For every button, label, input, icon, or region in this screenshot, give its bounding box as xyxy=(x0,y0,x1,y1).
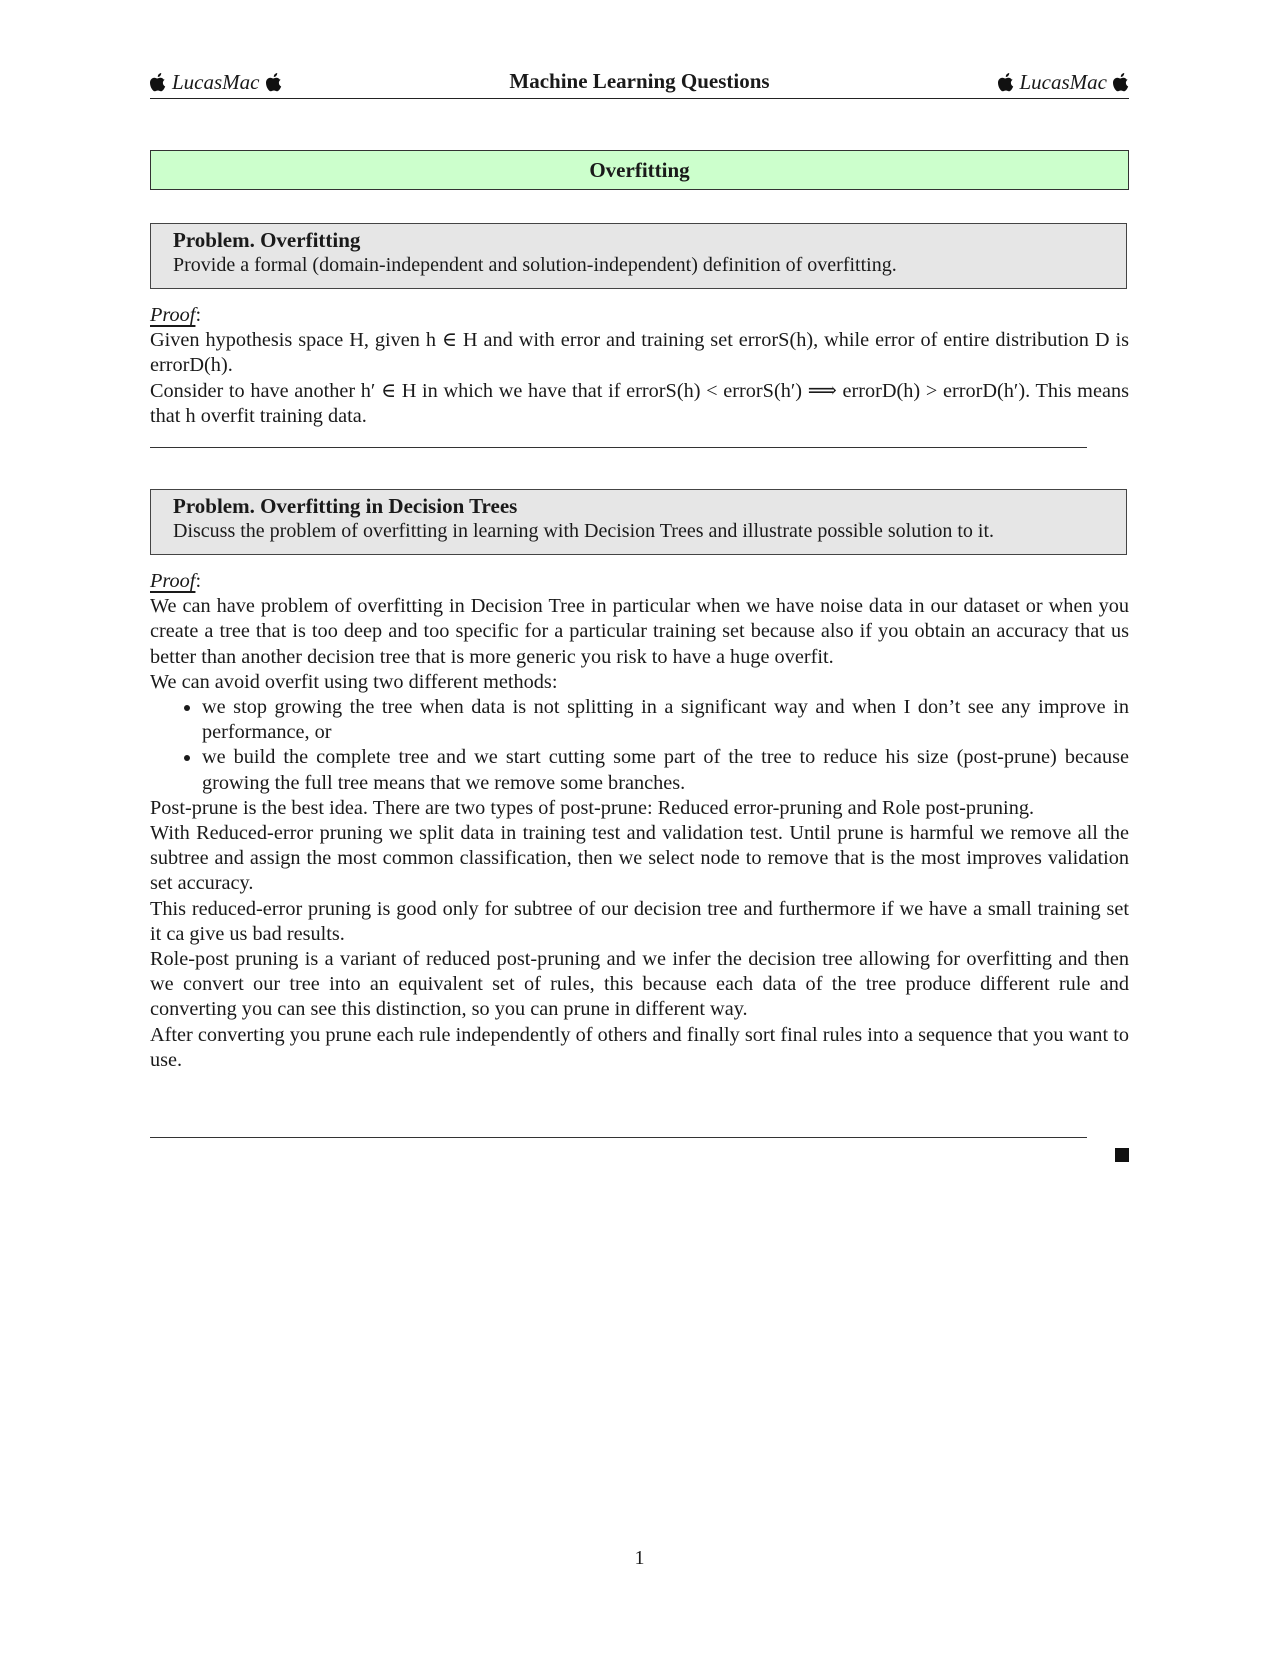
document-page xyxy=(150,0,1129,1656)
proof-divider xyxy=(150,447,1087,448)
proof-paragraph: We can avoid overfit using two different methods: xyxy=(150,670,558,693)
proof-paragraph: We can have problem of overfitting in Decision Tree in particular when we have noise data in our dataset or when you create a tree that is too deep and too specific for a particular training set because also if you obtain an accuracy that us better than another decision tree that is more generic you risk to have a huge overfit. xyxy=(150,595,1129,668)
header-left-label: LucasMac xyxy=(172,70,260,94)
proof-divider xyxy=(150,1137,1087,1138)
page-number: 1 xyxy=(634,1547,645,1569)
header-title: Machine Learning Questions xyxy=(509,69,770,93)
apple-icon xyxy=(1113,73,1129,92)
proof-line-2: Consider to have another h′ ∈ H in which we have that if errorS(h) < errorS(h′) ⟹ errorD(h) > errorD(h′). This means that h overfit training data. xyxy=(150,379,1129,427)
problem-statement: Provide a formal (domain-independent and solution-independent) definition of overfitting. xyxy=(173,254,897,276)
problem-statement: Discuss the problem of overfitting in learning with Decision Trees and illustrate possible solution to it. xyxy=(173,520,995,542)
header-right xyxy=(998,70,1130,95)
section-banner: Overfitting xyxy=(150,150,1129,190)
methods-list xyxy=(150,695,1129,796)
proof-line-1: Given hypothesis space H, given h ∈ H and with error and training set errorS(h), while error of entire distribution D is errorD(h). xyxy=(150,329,1129,377)
proof-paragraph: With Reduced-error pruning we split data in training test and validation test. Until prune is harmful we remove all the subtree and assign the most common classification, then we select node to remove that is the most improves validation set accuracy. xyxy=(150,822,1129,895)
header-right-label: LucasMac xyxy=(1019,70,1107,94)
problem-title: Problem. Overfitting xyxy=(173,228,361,252)
proof-overfitting: Proof: Given hypothesis space H, given h ∈ H and with error and training set errorS(h), while error of entire distribution D is errorD(h). Consider to have another h′ ∈ H in which we have that if errorS(h) < errorS(h′) ⟹ errorD(h) > errorD(h′). This means that h overfit training data. xyxy=(150,303,1129,429)
proof-label: Proof xyxy=(150,304,196,326)
proof-decision-trees: Proof: We can have problem of overfitting in Decision Tree in particular when we have noise data in our dataset or when you create a tree that is too deep and too specific for a particular training set because also if you obtain an accuracy that us better than another decision tree that is more generic you risk to have a huge overfit. We can avoid overfit using two different methods: • we stop growing the tree when data is not splitting in a significant way and when I don’t see any improve in performance, or • we build the complete tree and we start cutting some part of the tree to reduce his size (post-prune) because growing the full tree means that we remove some branches. Post-prune is the best idea. There are two types of post-prune: Reduced error-pruning and Role post-pruning. With Reduced-error pruning we split data in training test and validation test. Until prune is harmful we remove all the subtree and assign the most common classification, then we select node to remove that is the most improves validation set accuracy. This reduced-error pruning is good only for subtree of our decision tree and furthermore if we have a small training set it ca give us bad results. Role-post pruning is a variant of reduced post-pruning and we infer the decision tree allowing for overfitting and then we convert our tree into an equivalent set of rules, this because each data of the tree produce different rule and converting you can see this distinction, so you can prune in different way. After converting you prune each rule independently of others and finally sort final rules into a sequence that you want to use. xyxy=(150,569,1129,1073)
running-header xyxy=(150,66,1129,99)
proof-paragraph: After converting you prune each rule independently of others and finally sort final rules into a sequence that you want to use. xyxy=(150,1023,1129,1071)
list-item: • we stop growing the tree when data is not splitting in a significant way and when I don’t see any improve in performance, or xyxy=(202,695,1129,745)
problem-box-decision-trees xyxy=(150,489,1127,555)
problem-box-overfitting xyxy=(150,223,1127,289)
proof-paragraph: This reduced-error pruning is good only for subtree of our decision tree and furthermore if we have a small training set it ca give us bad results. xyxy=(150,897,1129,945)
proof-paragraph: Post-prune is the best idea. There are two types of post-prune: Reduced error-pruning and Role post-pruning. xyxy=(150,796,1035,819)
apple-icon xyxy=(998,73,1014,92)
proof-paragraph: Role-post pruning is a variant of reduced post-pruning and we infer the decision tree allowing for overfitting and then we convert our tree into an equivalent set of rules, this because each data of the tree produce different rule and converting you can see this distinction, so you can prune in different way. xyxy=(150,948,1129,1021)
problem-title: Problem. Overfitting in Decision Trees xyxy=(173,494,518,518)
qed-square-icon xyxy=(1115,1148,1129,1162)
proof-label: Proof xyxy=(150,570,196,592)
list-item: • we build the complete tree and we start cutting some part of the tree to reduce his size (post-prune) because growing the full tree means that we remove some branches. xyxy=(202,745,1129,795)
